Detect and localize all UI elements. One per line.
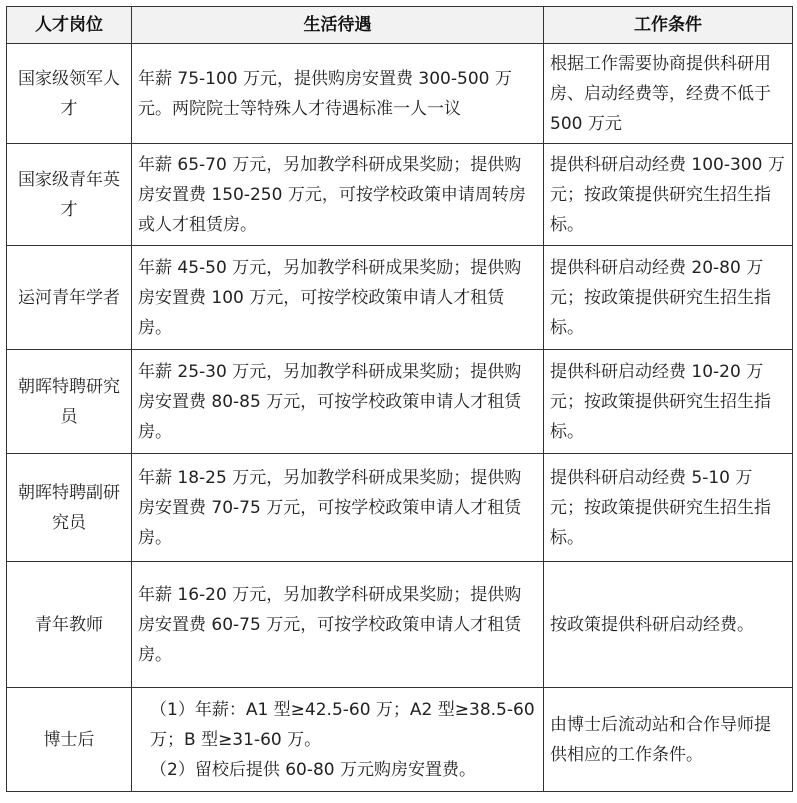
work-cell: 提供科研启动经费 20-80 万元；按政策提供研究生招生指标。 [544, 246, 793, 350]
table-row [7, 44, 793, 144]
header-post: 人才岗位 [7, 7, 132, 44]
table-row [7, 562, 793, 688]
life-cell: 年薪 25-30 万元，另加教学科研成果奖励；提供购房安置费 80-85 万元，可按学校政策申请人才租赁房。 [132, 350, 544, 454]
post-cell: 青年教师 [7, 562, 132, 688]
work-cell: 提供科研启动经费 100-300 万元；按政策提供研究生招生指标。 [544, 144, 793, 246]
work-cell: 按政策提供科研启动经费。 [544, 562, 793, 688]
table-row-postdoc [7, 688, 793, 792]
work-cell: 提供科研启动经费 5-10 万元；按政策提供研究生招生指标。 [544, 454, 793, 562]
life-cell: 年薪 45-50 万元，另加教学科研成果奖励；提供购房安置费 100 万元，可按学校政策申请人才租赁房。 [132, 246, 544, 350]
work-cell: 根据工作需要协商提供科研用房、启动经费等，经费不低于 500 万元 [544, 44, 793, 144]
work-cell: 由博士后流动站和合作导师提供相应的工作条件。 [544, 688, 793, 792]
post-cell: 国家级青年英才 [7, 144, 132, 246]
postdoc-housing-line: （2）留校后提供 60-80 万元购房安置费。 [150, 759, 477, 780]
table-header-row [7, 7, 793, 44]
life-cell [132, 688, 544, 792]
life-cell: 年薪 75-100 万元，提供购房安置费 300-500 万元。两院院士等特殊人才待遇标准一人一议 [132, 44, 544, 144]
table-row [7, 246, 793, 350]
header-work: 工作条件 [544, 7, 793, 44]
table-row [7, 350, 793, 454]
post-cell: 朝晖特聘副研究员 [7, 454, 132, 562]
life-cell: 年薪 65-70 万元，另加教学科研成果奖励；提供购房安置费 150-250 万元，可按学校政策申请周转房或人才租赁房。 [132, 144, 544, 246]
post-cell: 博士后 [7, 688, 132, 792]
post-cell: 国家级领军人才 [7, 44, 132, 144]
post-cell: 朝晖特聘研究员 [7, 350, 132, 454]
postdoc-salary-line: （1）年薪：A1 型≥42.5-60 万；A2 型≥38.5-60 万；B 型≥31-60 万。 [150, 699, 535, 750]
post-cell: 运河青年学者 [7, 246, 132, 350]
work-cell: 提供科研启动经费 10-20 万元；按政策提供研究生招生指标。 [544, 350, 793, 454]
header-life: 生活待遇 [132, 7, 544, 44]
life-cell: 年薪 18-25 万元，另加教学科研成果奖励；提供购房安置费 70-75 万元，可按学校政策申请人才租赁房。 [132, 454, 544, 562]
table-row [7, 144, 793, 246]
life-cell: 年薪 16-20 万元，另加教学科研成果奖励；提供购房安置费 60-75 万元，可按学校政策申请人才租赁房。 [132, 562, 544, 688]
table-row [7, 454, 793, 562]
talent-benefits-table [6, 6, 793, 792]
